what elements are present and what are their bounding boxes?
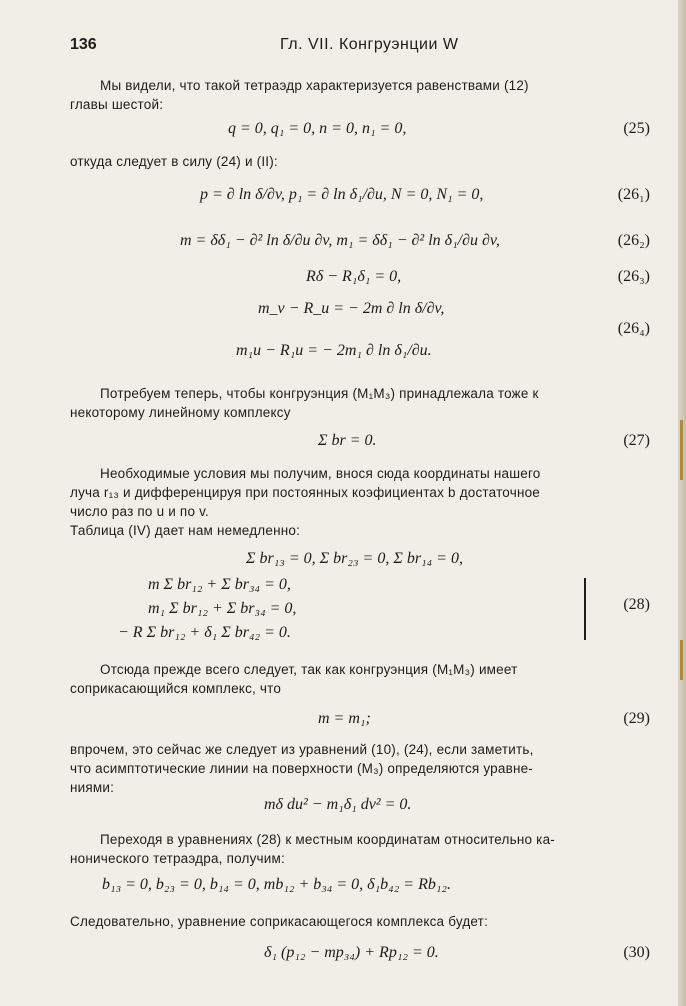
paragraph-complex-equation bbox=[70, 912, 658, 931]
text-line: Переходя в уравнениях (28) к местным координатам относительно ка- bbox=[100, 832, 555, 847]
page-edge bbox=[678, 0, 686, 1006]
edge-tab-mark bbox=[680, 640, 683, 680]
equation-28a: Σ br₁₃ = 0, Σ br₂₃ = 0, Σ br₁₄ = 0, bbox=[246, 550, 463, 567]
equation-number-29: (29) bbox=[623, 710, 650, 727]
equation-number-30: (30) bbox=[623, 944, 650, 961]
equation-system-brace bbox=[584, 578, 586, 640]
page-header bbox=[70, 36, 648, 58]
text-line: откуда следует в силу (24) и (II): bbox=[70, 154, 278, 169]
text-line: Таблица (IV) дает нам немедленно: bbox=[70, 523, 301, 538]
text-line: некоторому линейному комплексу bbox=[70, 405, 291, 420]
equation-26-4b: m₁u − R₁u = − 2m₁ ∂ ln δ₁/∂u. bbox=[236, 342, 432, 359]
equation-26-2: m = δδ₁ − ∂² ln δ/∂u ∂v, m₁ = δδ₁ − ∂² ln δ₁/∂u ∂v, bbox=[180, 232, 500, 249]
equation-number-27: (27) bbox=[623, 432, 650, 449]
text-line: Следовательно, уравнение соприкасающегося комплекса будет: bbox=[70, 914, 489, 929]
equation-25: q = 0, q₁ = 0, n = 0, n₁ = 0, bbox=[228, 120, 407, 137]
equation-26-1: p = ∂ ln δ/∂v, p₁ = ∂ ln δ₁/∂u, N = 0, N₁ = 0, bbox=[200, 186, 484, 203]
equation-number-26-3: (26₃) bbox=[617, 268, 650, 285]
text-line: главы шестой: bbox=[70, 97, 164, 112]
equation-26-4a: m_v − R_u = − 2m ∂ ln δ/∂v, bbox=[258, 300, 445, 317]
running-title: Гл. VII. Конгруэнции W bbox=[280, 36, 459, 53]
text-line: Мы видели, что такой тетраэдр характеризуется равенствами (12) bbox=[100, 78, 529, 93]
equation-26-3: Rδ − R₁δ₁ = 0, bbox=[306, 268, 402, 285]
text-line: впрочем, это сейчас же следует из уравнений (10), (24), если заметить, bbox=[70, 742, 534, 757]
equation-28d: − R Σ br₁₂ + δ₁ Σ br₄₂ = 0. bbox=[118, 624, 291, 641]
equation-27: Σ br = 0. bbox=[318, 432, 377, 449]
paragraph-asymptotic-lines bbox=[70, 740, 658, 797]
equation-number-25: (25) bbox=[623, 120, 650, 137]
text-line: нонического тетраэдра, получим: bbox=[70, 851, 285, 866]
equation-28c: m₁ Σ br₁₂ + Σ br₃₄ = 0, bbox=[148, 600, 297, 617]
paragraph-tetrahedron bbox=[70, 76, 658, 114]
paragraph-consequence bbox=[70, 152, 658, 171]
equation-number-26-1: (26₁) bbox=[617, 186, 650, 203]
equation-asymptotic: mδ du² − m₁δ₁ dv² = 0. bbox=[264, 796, 412, 813]
paragraph-local-coordinates bbox=[70, 830, 658, 868]
equation-28b: m Σ br₁₂ + Σ br₃₄ = 0, bbox=[148, 576, 291, 593]
text-line: соприкасающийся комплекс, что bbox=[70, 681, 282, 696]
text-line: что асимптотические линии на поверхности (M₃) определяются уравне- bbox=[70, 761, 534, 776]
equation-number-26-4: (26₄) bbox=[617, 320, 650, 337]
equation-number-28: (28) bbox=[623, 596, 650, 613]
text-line: Потребуем теперь, чтобы конгруэнция (M₁M₃) принадлежала тоже к bbox=[100, 386, 539, 401]
text-line: ниями: bbox=[70, 780, 115, 795]
paragraph-linear-complex bbox=[70, 384, 658, 422]
page-number: 136 bbox=[70, 36, 97, 53]
text-line: луча r₁₃ и дифференцируя при постоянных коэфициентах b достаточное bbox=[70, 485, 541, 500]
text-line: число раз по u и по v. bbox=[70, 504, 210, 519]
edge-tab-mark bbox=[680, 420, 683, 480]
text-line: Необходимые условия мы получим, внося сюда координаты нашего bbox=[100, 466, 541, 481]
text-line: Отсюда прежде всего следует, так как конгруэнция (M₁M₃) имеет bbox=[100, 662, 518, 677]
equation-30: δ₁ (p₁₂ − mp₃₄) + Rp₁₂ = 0. bbox=[264, 944, 439, 961]
equation-number-26-2: (26₂) bbox=[617, 232, 650, 249]
equation-local-coordinates: b₁₃ = 0, b₂₃ = 0, b₁₄ = 0, mb₁₂ + b₃₄ = 0, δ₁b₄₂ = Rb₁₂. bbox=[102, 876, 451, 893]
equation-29: m = m₁; bbox=[318, 710, 371, 727]
paragraph-necessary-conditions bbox=[70, 464, 658, 540]
paragraph-osculating-complex bbox=[70, 660, 658, 698]
